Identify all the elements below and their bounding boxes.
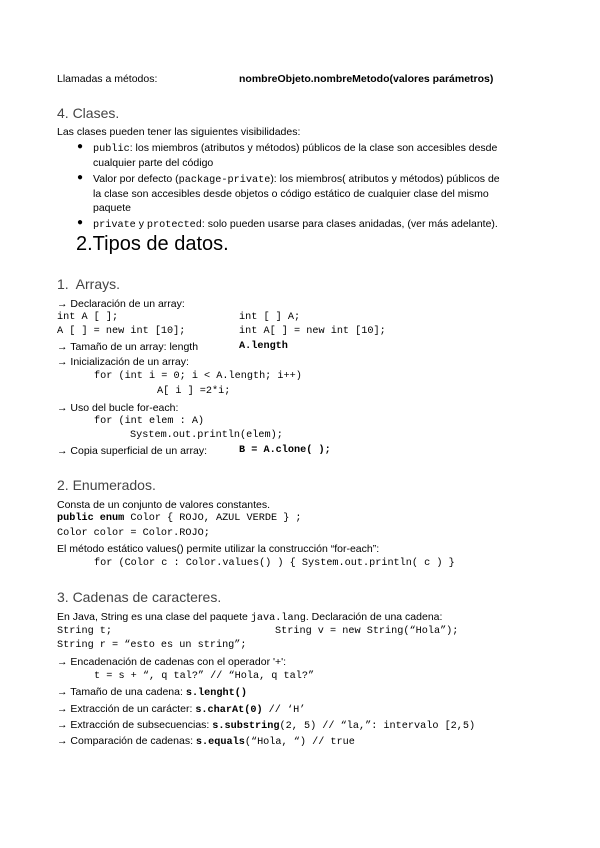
bullet-public-cont: cualquier parte del código xyxy=(93,157,214,169)
arrays-clone-label: → Copia superficial de un array: xyxy=(57,445,207,457)
strings-charat xyxy=(57,702,305,718)
private-protected-text: : solo pueden usarse para clases anidadas, (ver más adelante). xyxy=(201,218,498,230)
arrays-foreach-label: → Uso del bucle for-each: xyxy=(57,402,179,414)
arrays-decl-label: → Declaración de un array: xyxy=(57,298,185,310)
private-protected-and: y xyxy=(135,218,147,230)
strings-substring-code: s.substring xyxy=(212,721,280,732)
bullet-icon: ● xyxy=(77,217,84,228)
strings-desc-package: java.lang xyxy=(250,613,306,624)
private-keyword: private xyxy=(93,220,136,231)
arrays-decl-a: int A [ ]; xyxy=(57,312,119,323)
strings-concat-code: t = s + “, q tal?” // “Hola, q tal?” xyxy=(94,671,315,682)
methods-call-syntax: nombreObjeto.nombreMetodo(valores parámetros) xyxy=(239,73,494,85)
arrays-length-code: A.length xyxy=(239,341,288,352)
arrays-init-for: for (int i = 0; i < A.length; i++) xyxy=(94,371,302,382)
package-private-keyword: package-private xyxy=(178,175,271,186)
enums-keyword: public enum xyxy=(57,513,125,524)
section-strings-title: 3. Cadenas de caracteres. xyxy=(57,589,222,605)
strings-decl-v: String v = new String(“Hola”); xyxy=(275,626,459,637)
strings-equals-label: → Comparación de cadenas: xyxy=(57,735,196,747)
enums-var: Color color = Color.ROJO; xyxy=(57,528,210,539)
bullet-icon: ● xyxy=(77,172,84,183)
public-keyword: public xyxy=(93,144,130,155)
enums-loop: for (Color c : Color.values() ) { System.out.println( c ) } xyxy=(94,558,455,569)
strings-length-label: → Tamaño de una cadena: xyxy=(57,686,186,698)
strings-substring-label: → Extracción de subsecuencias: xyxy=(57,719,213,731)
arrays-length-label: → Tamaño de un array: length xyxy=(57,341,199,353)
protected-keyword: protected xyxy=(146,220,202,231)
package-private-pre: Valor por defecto ( xyxy=(93,173,179,185)
strings-equals xyxy=(57,734,355,750)
arrays-clone-code: B = A.clone( ); xyxy=(239,445,331,456)
enums-decl xyxy=(57,512,302,526)
strings-decl-r: String r = “esto es un string”; xyxy=(57,640,247,651)
section-clases-title: 4. Clases. xyxy=(57,105,120,121)
arrays-foreach-body: System.out.println(elem); xyxy=(130,430,283,441)
bullet-package-private-cont1: la clase son accesibles desde objetos o código estático de cualquier clase del mismo xyxy=(93,188,489,200)
enums-desc: Consta de un conjunto de valores constantes. xyxy=(57,499,271,511)
strings-substring-rest: (2, 5) // “la,”: intervalo [2,5) xyxy=(279,721,476,732)
strings-length xyxy=(57,685,247,701)
strings-charat-label: → Extracción de un carácter: xyxy=(57,703,196,715)
strings-length-code: s.lenght() xyxy=(185,688,247,699)
bullet-icon: ● xyxy=(77,141,84,152)
bullet-package-private xyxy=(93,172,500,188)
arrays-new-b: int A[ ] = new int [10]; xyxy=(239,326,386,337)
package-private-text: ): los miembros( atributos y métodos) públicos de xyxy=(270,173,500,185)
strings-desc xyxy=(57,610,442,626)
bullet-private-protected xyxy=(93,217,498,233)
public-text: : los miembros (atributos y métodos) públicos de la clase son accesibles desde xyxy=(129,142,498,154)
chapter-tipos-title: 2.Tipos de datos. xyxy=(76,233,229,255)
strings-substring xyxy=(57,718,475,734)
arrays-init-body: A[ i ] =2*i; xyxy=(157,386,231,397)
clases-intro: Las clases pueden tener las siguientes visibilidades: xyxy=(57,126,301,138)
arrays-init-label: → Inicialización de un array: xyxy=(57,356,189,368)
arrays-foreach-for: for (int elem : A) xyxy=(94,416,205,427)
strings-charat-code: s.charAt(0) xyxy=(195,705,263,716)
methods-call-label: Llamadas a métodos: xyxy=(57,73,158,85)
arrays-decl-b: int [ ] A; xyxy=(239,312,301,323)
strings-decl-t: String t; xyxy=(57,626,113,637)
section-arrays-title: 1. Arrays. xyxy=(57,276,121,292)
strings-equals-code: s.equals xyxy=(195,737,245,748)
strings-desc-post: . Declaración de una cadena: xyxy=(305,611,443,623)
bullet-public xyxy=(93,141,497,157)
section-enums-title: 2. Enumerados. xyxy=(57,477,156,493)
enums-values-desc: El método estático values() permite utilizar la construcción “for-each”: xyxy=(57,543,380,555)
arrays-new-a: A [ ] = new int [10]; xyxy=(57,326,186,337)
strings-equals-rest: (“Hola, “) // true xyxy=(244,737,355,748)
enums-decl-body: Color { ROJO, AZUL VERDE } ; xyxy=(124,513,302,524)
strings-concat-label: → Encadenación de cadenas con el operador '+': xyxy=(57,656,287,668)
bullet-package-private-cont2: paquete xyxy=(93,202,131,214)
strings-desc-pre: En Java, String es una clase del paquete xyxy=(57,611,251,623)
strings-charat-rest: // ‘H’ xyxy=(262,705,306,716)
